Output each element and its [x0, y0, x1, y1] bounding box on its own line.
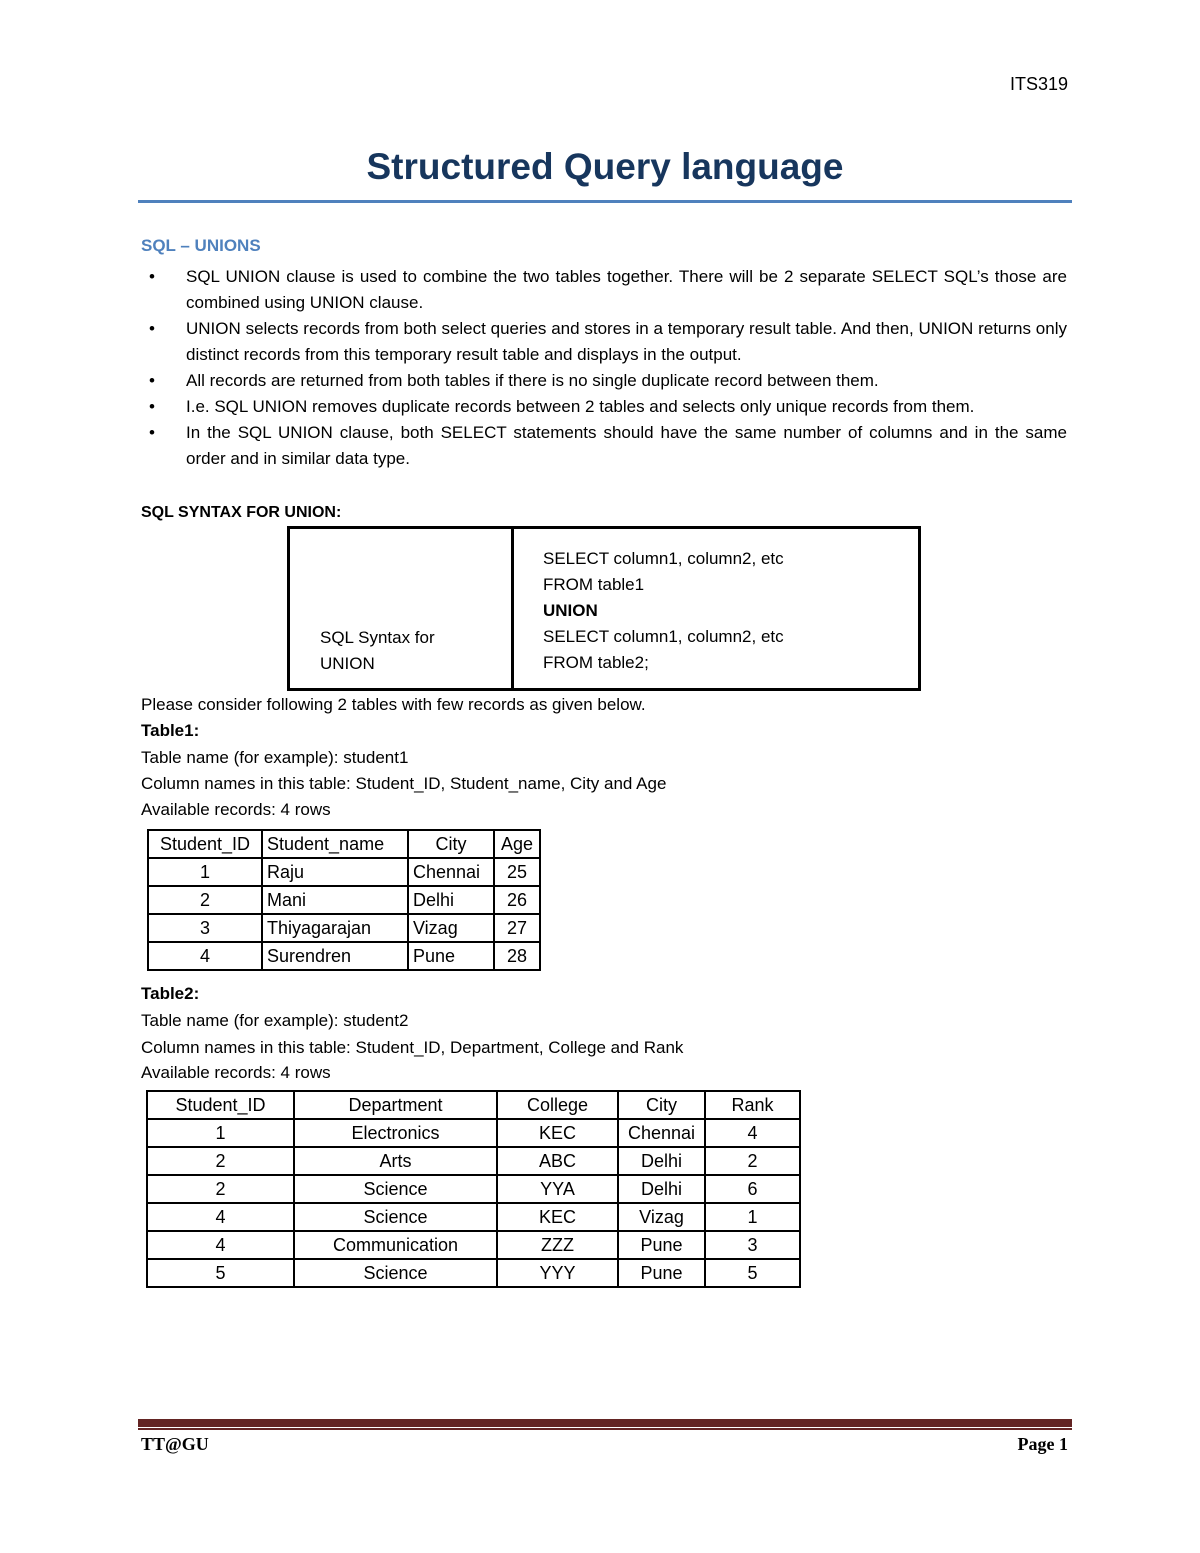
bullet-item: • SQL UNION clause is used to combine the two tables together. There will be 2 separate SELECT SQL’s those are combined using UNION clause.	[141, 264, 1067, 316]
bullet-item: • In the SQL UNION clause, both SELECT statements should have the same number of columns and in the same order and in similar data type.	[141, 420, 1067, 472]
table-cell: Vizag	[618, 1203, 705, 1231]
bullet-item: • UNION selects records from both select queries and stores in a temporary result table. And then, UNION returns only distinct records from this temporary result table and displays in the output.	[141, 316, 1067, 368]
column-header: City	[408, 830, 494, 858]
table2-columns-line: Column names in this table: Student_ID, Department, College and Rank	[141, 1038, 684, 1057]
table-cell: 25	[494, 858, 540, 886]
table-cell: 4	[148, 942, 262, 970]
table2-records-line: Available records: 4 rows	[141, 1063, 331, 1082]
page-title: Structured Query language	[366, 146, 844, 187]
column-header: Student_ID	[148, 830, 262, 858]
table-cell: 27	[494, 914, 540, 942]
table-cell: Arts	[294, 1147, 497, 1175]
table-cell: Delhi	[408, 886, 494, 914]
table-cell: YYA	[497, 1175, 618, 1203]
table2-name-line: Table name (for example): student2	[141, 1011, 409, 1030]
table-row	[148, 942, 540, 970]
table-cell: 3	[705, 1231, 800, 1259]
column-header: City	[618, 1091, 705, 1119]
title-underline	[138, 200, 1072, 203]
table-cell: Delhi	[618, 1175, 705, 1203]
bullet-icon: •	[149, 423, 155, 442]
table-cell: 4	[147, 1231, 294, 1259]
table-row	[147, 1259, 800, 1287]
column-header: Student_name	[262, 830, 408, 858]
table-cell: Pune	[618, 1259, 705, 1287]
table-cell: Electronics	[294, 1119, 497, 1147]
footer-author: TT@GU	[141, 1434, 209, 1454]
table-cell: Vizag	[408, 914, 494, 942]
student1-table	[147, 829, 541, 971]
table-cell: 2	[148, 886, 262, 914]
table-cell: YYY	[497, 1259, 618, 1287]
header-course-code: ITS319	[1009, 74, 1068, 94]
table-cell: 1	[705, 1203, 800, 1231]
bullet-item: • I.e. SQL UNION removes duplicate records between 2 tables and selects only unique records from them.	[141, 394, 1067, 420]
column-header: Age	[494, 830, 540, 858]
syntax-code	[543, 546, 784, 676]
table2-heading: Table2:	[141, 984, 200, 1003]
bullet-icon: •	[149, 267, 155, 286]
syntax-heading: SQL SYNTAX FOR UNION:	[141, 504, 342, 521]
column-header: College	[497, 1091, 618, 1119]
table-cell: ABC	[497, 1147, 618, 1175]
bullet-item: • All records are returned from both tables if there is no single duplicate record between them.	[141, 368, 1067, 394]
bullet-icon: •	[149, 397, 155, 416]
table-header-row	[148, 830, 540, 858]
syntax-box	[287, 526, 921, 691]
table-cell: Thiyagarajan	[262, 914, 408, 942]
page-number: Page 1	[1017, 1434, 1068, 1454]
table-cell: 5	[147, 1259, 294, 1287]
table-row	[148, 858, 540, 886]
table-row	[147, 1147, 800, 1175]
table-cell: 2	[147, 1147, 294, 1175]
table-cell: 1	[147, 1119, 294, 1147]
syntax-divider	[511, 529, 514, 688]
table-cell: Science	[294, 1259, 497, 1287]
table-row	[147, 1231, 800, 1259]
table-row	[147, 1203, 800, 1231]
table-cell: 2	[705, 1147, 800, 1175]
footer-rule	[138, 1419, 1072, 1427]
table-row	[148, 914, 540, 942]
table-cell: Communication	[294, 1231, 497, 1259]
section-heading: SQL – UNIONS	[141, 236, 261, 255]
table-row	[148, 886, 540, 914]
table-cell: ZZZ	[497, 1231, 618, 1259]
syntax-label: SQL Syntax for UNION	[320, 628, 435, 673]
code-line: UNION	[543, 601, 598, 620]
bullet-icon: •	[149, 319, 155, 338]
table-cell: 4	[147, 1203, 294, 1231]
table-cell: Surendren	[262, 942, 408, 970]
bullet-icon: •	[149, 371, 155, 390]
table-cell: Mani	[262, 886, 408, 914]
table-row	[147, 1119, 800, 1147]
table-cell: Delhi	[618, 1147, 705, 1175]
table-cell: 1	[148, 858, 262, 886]
student2-table	[146, 1090, 801, 1288]
table-cell: KEC	[497, 1203, 618, 1231]
table-cell: 6	[705, 1175, 800, 1203]
table-cell: Pune	[618, 1231, 705, 1259]
table1-heading: Table1:	[141, 721, 200, 740]
code-line: FROM table1	[543, 575, 645, 594]
intro-text: Please consider following 2 tables with few records as given below.	[141, 695, 646, 714]
table-cell: Pune	[408, 942, 494, 970]
code-line: SELECT column1, column2, etc	[543, 549, 784, 568]
table-row	[147, 1175, 800, 1203]
table-header-row	[147, 1091, 800, 1119]
table1-columns-line: Column names in this table: Student_ID, Student_name, City and Age	[141, 774, 667, 793]
table-cell: 2	[147, 1175, 294, 1203]
table1-records-line: Available records: 4 rows	[141, 800, 331, 819]
column-header: Department	[294, 1091, 497, 1119]
table-cell: Chennai	[618, 1119, 705, 1147]
column-header: Rank	[705, 1091, 800, 1119]
table-cell: Science	[294, 1203, 497, 1231]
code-line: SELECT column1, column2, etc	[543, 627, 784, 646]
table-cell: 28	[494, 942, 540, 970]
column-header: Student_ID	[147, 1091, 294, 1119]
table-cell: 26	[494, 886, 540, 914]
table-cell: 4	[705, 1119, 800, 1147]
table-cell: 3	[148, 914, 262, 942]
table1-name-line: Table name (for example): student1	[141, 748, 409, 767]
bullet-list	[141, 264, 1067, 472]
table-cell: Raju	[262, 858, 408, 886]
table-cell: 5	[705, 1259, 800, 1287]
table-cell: Science	[294, 1175, 497, 1203]
table-cell: Chennai	[408, 858, 494, 886]
footer-rule-thin	[138, 1428, 1072, 1430]
table-cell: KEC	[497, 1119, 618, 1147]
code-line: FROM table2;	[543, 653, 649, 672]
